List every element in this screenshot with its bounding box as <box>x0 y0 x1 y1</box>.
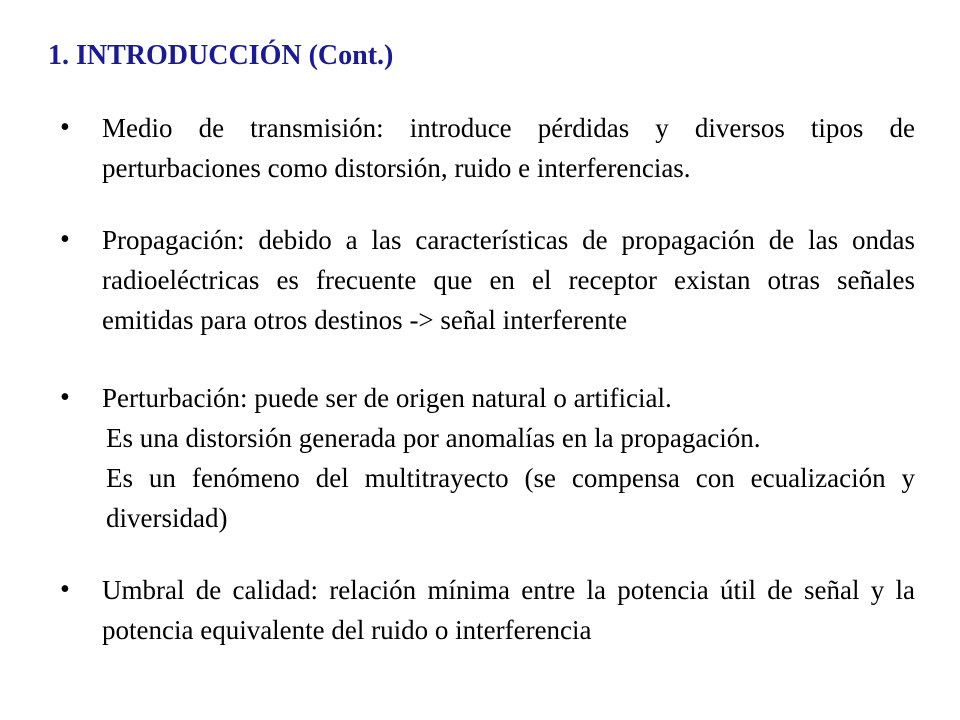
bullet-paragraph: Perturbación: puede ser de origen natural o artificial. <box>102 383 672 413</box>
bullet-text <box>102 570 915 650</box>
bullet-transmission-medium <box>60 108 915 188</box>
bullet-paragraph: Medio de transmisión: introduce pérdidas y diversos tipos de perturbaciones como distorsión, ruido e interferencias. <box>102 113 915 183</box>
bullet-quality-threshold <box>60 570 915 650</box>
bullet-text <box>102 108 915 188</box>
bullet-paragraph: Umbral de calidad: relación mínima entre la potencia útil de señal y la potencia equivalente del ruido o interferencia <box>102 575 915 645</box>
bullet-propagation <box>60 220 915 340</box>
bullet-marker: • <box>60 112 70 143</box>
bullet-marker: • <box>60 224 70 255</box>
bullet-text <box>102 378 915 538</box>
bullet-perturbation <box>60 378 915 538</box>
bullet-marker: • <box>60 574 70 605</box>
bullet-paragraph: Propagación: debido a las características de propagación de las ondas radioeléctricas es frecuente que en el receptor existan otras señales emitidas para otros destinos -> señal interferente <box>102 225 915 335</box>
bullet-marker: • <box>60 382 70 413</box>
slide-title: 1. INTRODUCCIÓN (Cont.) <box>48 40 394 71</box>
bullet-subparagraph: Es una distorsión generada por anomalías en la propagación. <box>106 423 761 453</box>
bullet-text <box>102 220 915 340</box>
bullet-subparagraph: Es un fenómeno del multitrayecto (se compensa con ecualización y diversidad) <box>106 463 915 533</box>
